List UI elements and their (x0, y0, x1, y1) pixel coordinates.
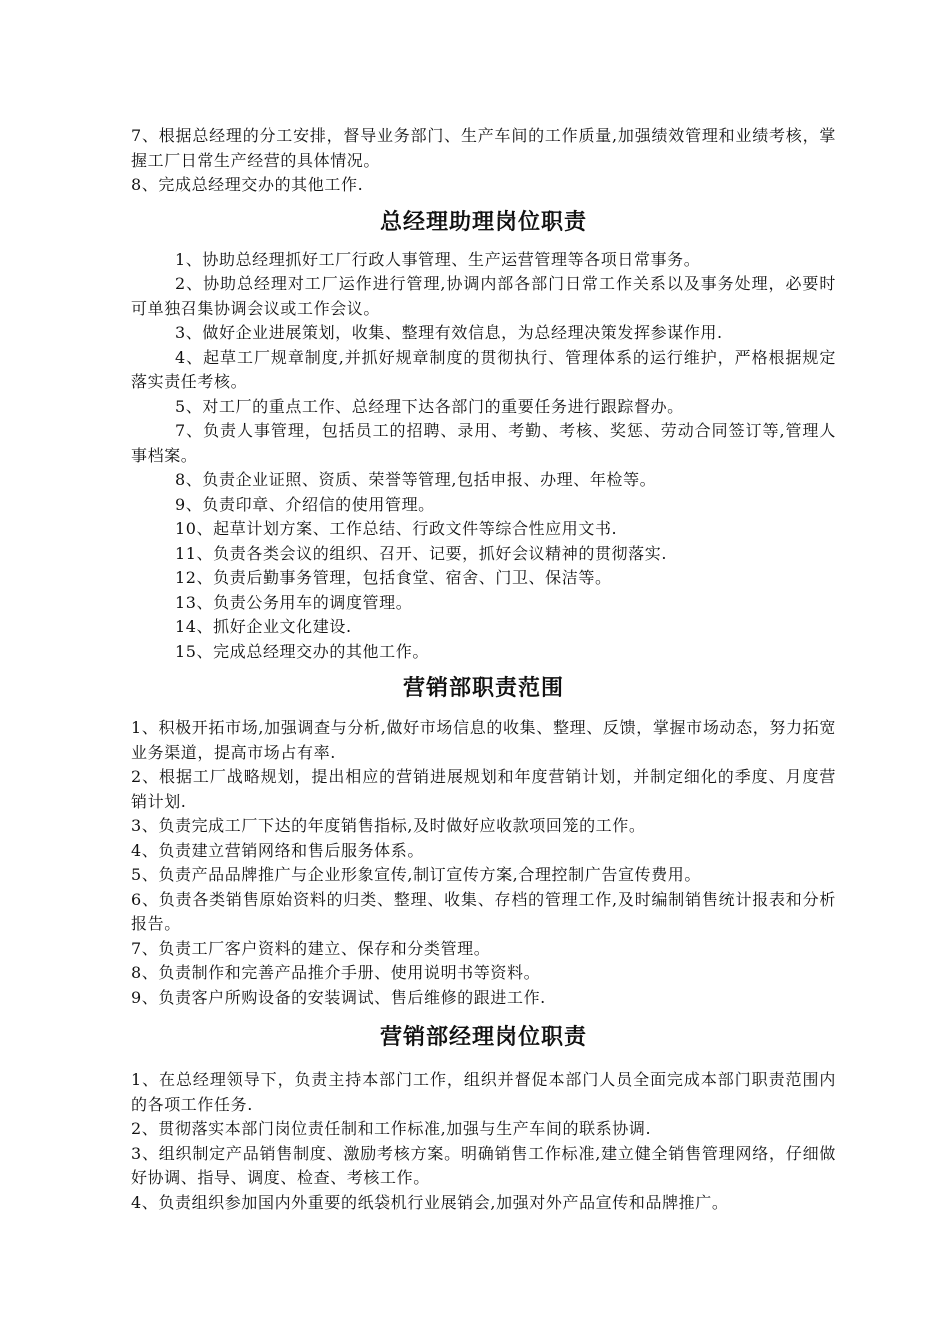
marketing-item: 2、根据工厂战略规划，提出相应的营销进展规划和年度营销计划，并制定细化的季度、月度营销计划. (131, 767, 836, 811)
section-title-marketing: 营销部职责范围 (402, 676, 564, 701)
intro-item: 7、根据总经理的分工安排，督导业务部门、生产车间的工作质量,加强绩效管理和业绩考核，掌握工厂日常生产经营的具体情况。 (131, 126, 836, 170)
assistant-item: 2、协助总经理对工厂运作进行管理,协调内部各部门日常工作关系以及事务处理，必要时可单独召集协调会议或工作会议。 (131, 274, 836, 318)
marketing-item: 1、积极开拓市场,加强调查与分析,做好市场信息的收集、整理、反馈，掌握市场动态，努力拓宽业务渠道，提高市场占有率. (131, 718, 836, 762)
marketing-item: 5、负责产品品牌推广与企业形象宣传,制订宣传方案,合理控制广告宣传费用。 (131, 865, 701, 884)
marketing-manager-item: 4、负责组织参加国内外重要的纸袋机行业展销会,加强对外产品宣传和品牌推广。 (131, 1192, 729, 1212)
assistant-item: 8、负责企业证照、资质、荣誉等管理,包括申报、办理、年检等。 (175, 470, 657, 489)
section-title-assistant: 总经理助理岗位职责 (379, 209, 587, 235)
assistant-item: 3、做好企业进展策划，收集、整理有效信息，为总经理决策发挥参谋作用. (175, 323, 723, 342)
assistant-item: 7、负责人事管理，包括员工的招聘、录用、考勤、考核、奖惩、劳动合同签订等,管理人事档案。 (131, 421, 836, 465)
assistant-item: 9、负责印章、介绍信的使用管理。 (175, 494, 435, 514)
assistant-item: 15、完成总经理交办的其他工作。 (175, 641, 429, 661)
assistant-item: 10、起草计划方案、工作总结、行政文件等综合性应用文书. (175, 519, 618, 538)
section-title-marketing-manager: 营销部经理岗位职责 (379, 1025, 587, 1050)
marketing-item: 3、负责完成工厂下达的年度销售指标,及时做好应收款项回笼的工作。 (131, 816, 646, 835)
intro-item: 8、完成总经理交办的其他工作. (131, 175, 364, 194)
assistant-item: 12、负责后勤事务管理，包括食堂、宿舍、门卫、保洁等。 (175, 568, 612, 587)
marketing-item: 9、负责客户所购设备的安装调试、售后维修的跟进工作. (131, 987, 546, 1007)
marketing-manager-item: 1、在总经理领导下，负责主持本部门工作，组织并督促本部门人员全面完成本部门职责范围内的各项工作任务. (131, 1070, 836, 1114)
marketing-item: 8、负责制作和完善产品推介手册、使用说明书等资料。 (131, 963, 541, 982)
document-page (131, 124, 836, 1215)
marketing-manager-item: 3、组织制定产品销售制度、激励考核方案。明确销售工作标准,建立健全销售管理网络，仔细做好协调、指导、调度、检查、考核工作。 (131, 1143, 836, 1187)
assistant-item: 13、负责公务用车的调度管理。 (175, 592, 413, 612)
assistant-item: 1、协助总经理抓好工厂行政人事管理、生产运营管理等各项日常事务。 (175, 249, 701, 269)
marketing-item: 7、负责工厂客户资料的建立、保存和分类管理。 (131, 938, 491, 958)
marketing-manager-item: 2、贯彻落实本部门岗位责任制和工作标准,加强与生产车间的联系协调. (131, 1119, 652, 1138)
assistant-item: 11、负责各类会议的组织、召开、记要，抓好会议精神的贯彻落实. (175, 543, 668, 563)
marketing-item: 4、负责建立营销网络和售后服务体系。 (131, 840, 424, 860)
marketing-item: 6、负责各类销售原始资料的归类、整理、收集、存档的管理工作,及时编制销售统计报表和分析报告。 (131, 889, 836, 933)
assistant-item: 14、抓好企业文化建设. (175, 617, 352, 636)
assistant-item: 5、对工厂的重点工作、总经理下达各部门的重要任务进行跟踪督办。 (175, 396, 684, 416)
assistant-item: 4、起草工厂规章制度,并抓好规章制度的贯彻执行、管理体系的运行维护，严格根据规定落实责任考核。 (131, 347, 836, 391)
